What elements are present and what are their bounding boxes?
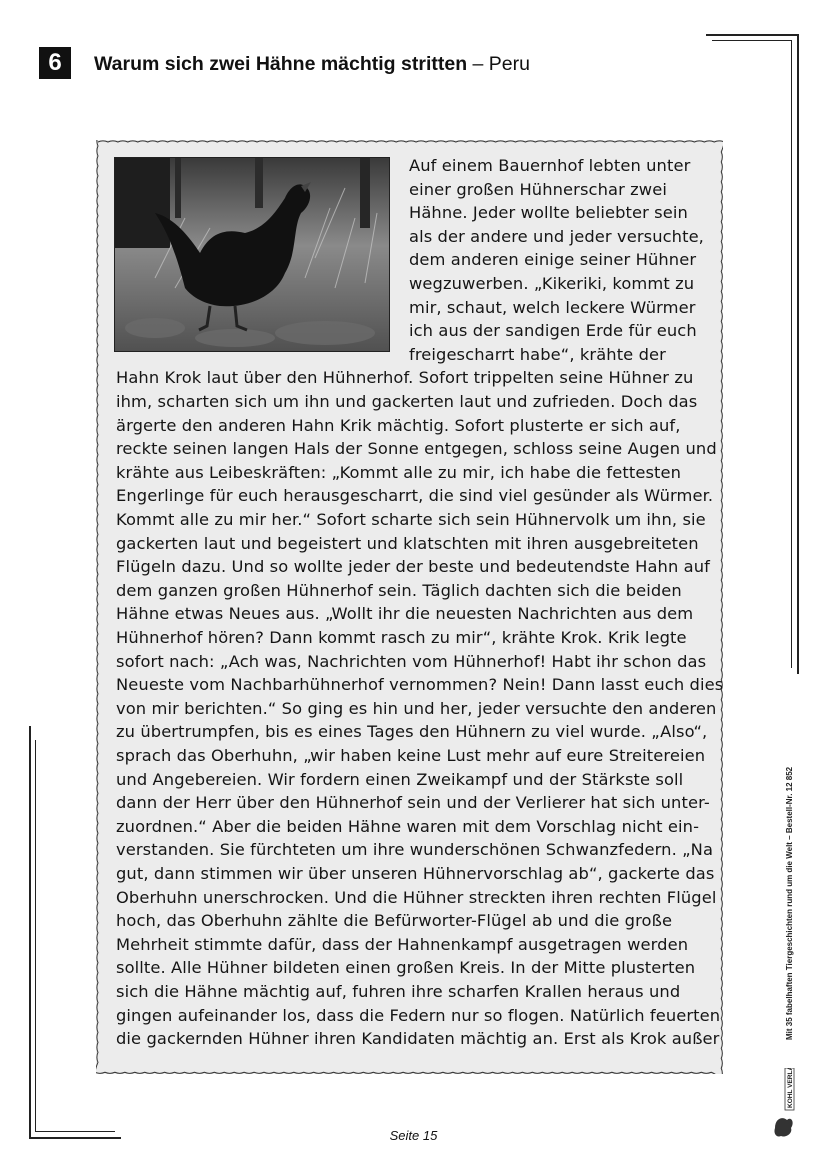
story-line: von mir berichten.“ So ging es hin und her, jeder versuchte den anderen [116,698,717,718]
story-line: Mehrheit stimmte dafür, dass der Hahnenkampf ausgetragen werden [116,934,689,954]
story-line: gut, dann stimmen wir über unseren Hühnervorschlag ab“, gackerte das [116,864,715,883]
story-line: dem ganzen großen Hühnerhof sein. Täglich dachten sich die beiden [116,580,682,600]
story-line: Kommt alle zu mir her.“ Sofort scharte sich sein Hühnervolk um ihn, sie [116,510,706,529]
story-line: mir, schaut, welch leckere Würmer [409,297,696,317]
frame-line-right-outer [797,34,799,674]
story-line: ich aus der sandigen Erde für euch [409,321,697,341]
chapter-number-badge: 6 [39,47,71,79]
story-line: die gackernden Hühner ihren Kandidaten mächtig an. Erst als Krok außer [116,1029,720,1049]
story-line: dem anderen einige seiner Hühner [409,250,697,270]
story-line: verstanden. Sie fürchteten um ihre wunderschönen Schwanzfedern. „Na [116,840,714,860]
publisher-name: KOHL VERLAG [787,1068,794,1108]
story-line: zu übertrumpfen, bis es eines Tages den Hühnern zu viel wurde. „Also“, [116,722,708,742]
story-line: ärgerte den anderen Hahn Krik mächtig. Sofort plusterte er sich auf, [116,415,681,435]
story-line: sprach das Oberhuhn, „wir haben keine Lust mehr auf eure Streitereien [116,746,706,765]
story-line: wegzuwerben. „Kikeriki, kommt zu [409,274,695,293]
page-number: Seite 15 [389,1128,438,1143]
rooster-photo [114,157,390,352]
frame-line-top-right [706,34,798,36]
rooster-illustration [115,158,390,352]
story-line: zuordnen.“ Aber die beiden Hähne waren mit dem Vorschlag nicht ein- [116,816,700,836]
series-info: Mit 35 fabelhaften Tiergeschichten rund um die Welt – Bestell-Nr. 12 852 [785,766,794,1040]
story-line: gackerten laut und begeistert und klatschten mit ihren ausgebreiteten [116,533,699,553]
story-line: Engerlinge für euch herausgescharrt, die sind viel gesünder als Würmer. [116,486,714,506]
story-line: Hühnerhof hören? Dann kommt rasch zu mir“, krähte Krok. Krik legte [116,628,687,647]
story-line: hoch, das Oberhuhn zählte die Befürworter-Flügel ab und die große [116,911,673,931]
frame-line-top-right-inner [712,40,792,41]
story-title: Warum sich zwei Hähne mächtig stritten [94,53,468,75]
story-line: und Angebereien. Wir fordern einen Zweikampf und der Stärkste soll [116,769,684,789]
story-line: dann der Herr über den Hühnerhof sein und der Verlierer hat sich unter- [116,793,710,813]
story-line: Flügeln dazu. Und so wollte jeder der beste und bedeutendste Hahn auf [116,557,711,577]
story-line: als der andere und jeder versuchte, [409,226,704,246]
frame-line-right-inner [791,40,792,668]
story-line: einer großen Hühnerschar zwei [409,179,667,199]
story-line: Oberhuhn unerschrocken. Und die Hühner streckten ihren rechten Flügel [116,887,717,907]
story-line: krähte aus Leibeskräften: „Kommt alle zu mir, ich habe die fettesten [116,462,682,482]
story-line: sollte. Alle Hühner bildeten einen großen Kreis. In der Mitte plusterten [116,958,696,978]
story-line: Hähne. Jeder wollte beliebter sein [409,203,688,223]
story-line: freigescharrt habe“, krähte der [409,344,666,364]
story-line: Neueste vom Nachbarhühnerhof vernommen? Nein! Dann lasst euch dies [116,675,724,695]
frame-line-left-outer [29,726,31,1138]
story-line: Hahn Krok laut über den Hühnerhof. Sofort trippelten seine Hühner zu [116,368,694,388]
page-title [94,51,530,77]
story-line: reckte seinen langen Hals der Sonne entgegen, schloss seine Augen und [116,439,717,459]
story-panel [96,140,723,1074]
story-line: ihm, scharten sich um ihn und gackerten laut und zufrieden. Doch das [116,392,698,411]
story-line: sofort nach: „Ach was, Nachrichten vom Hühnerhof! Habt ihr schon das [116,651,707,671]
story-origin: – Peru [472,53,530,75]
story-line: Hähne etwas Neues aus. „Wollt ihr die neuesten Nachrichten aus dem [116,604,694,624]
story-line: sich die Hähne mächtig auf, fuhren ihre scharfen Krallen heraus und [116,982,681,1001]
story-line: Auf einem Bauernhof lebten unter [409,156,691,175]
frame-line-left-inner [35,740,36,1132]
story-line: gingen aufeinander los, dass die Federn nur so flogen. Natürlich feuerten [116,1005,721,1025]
